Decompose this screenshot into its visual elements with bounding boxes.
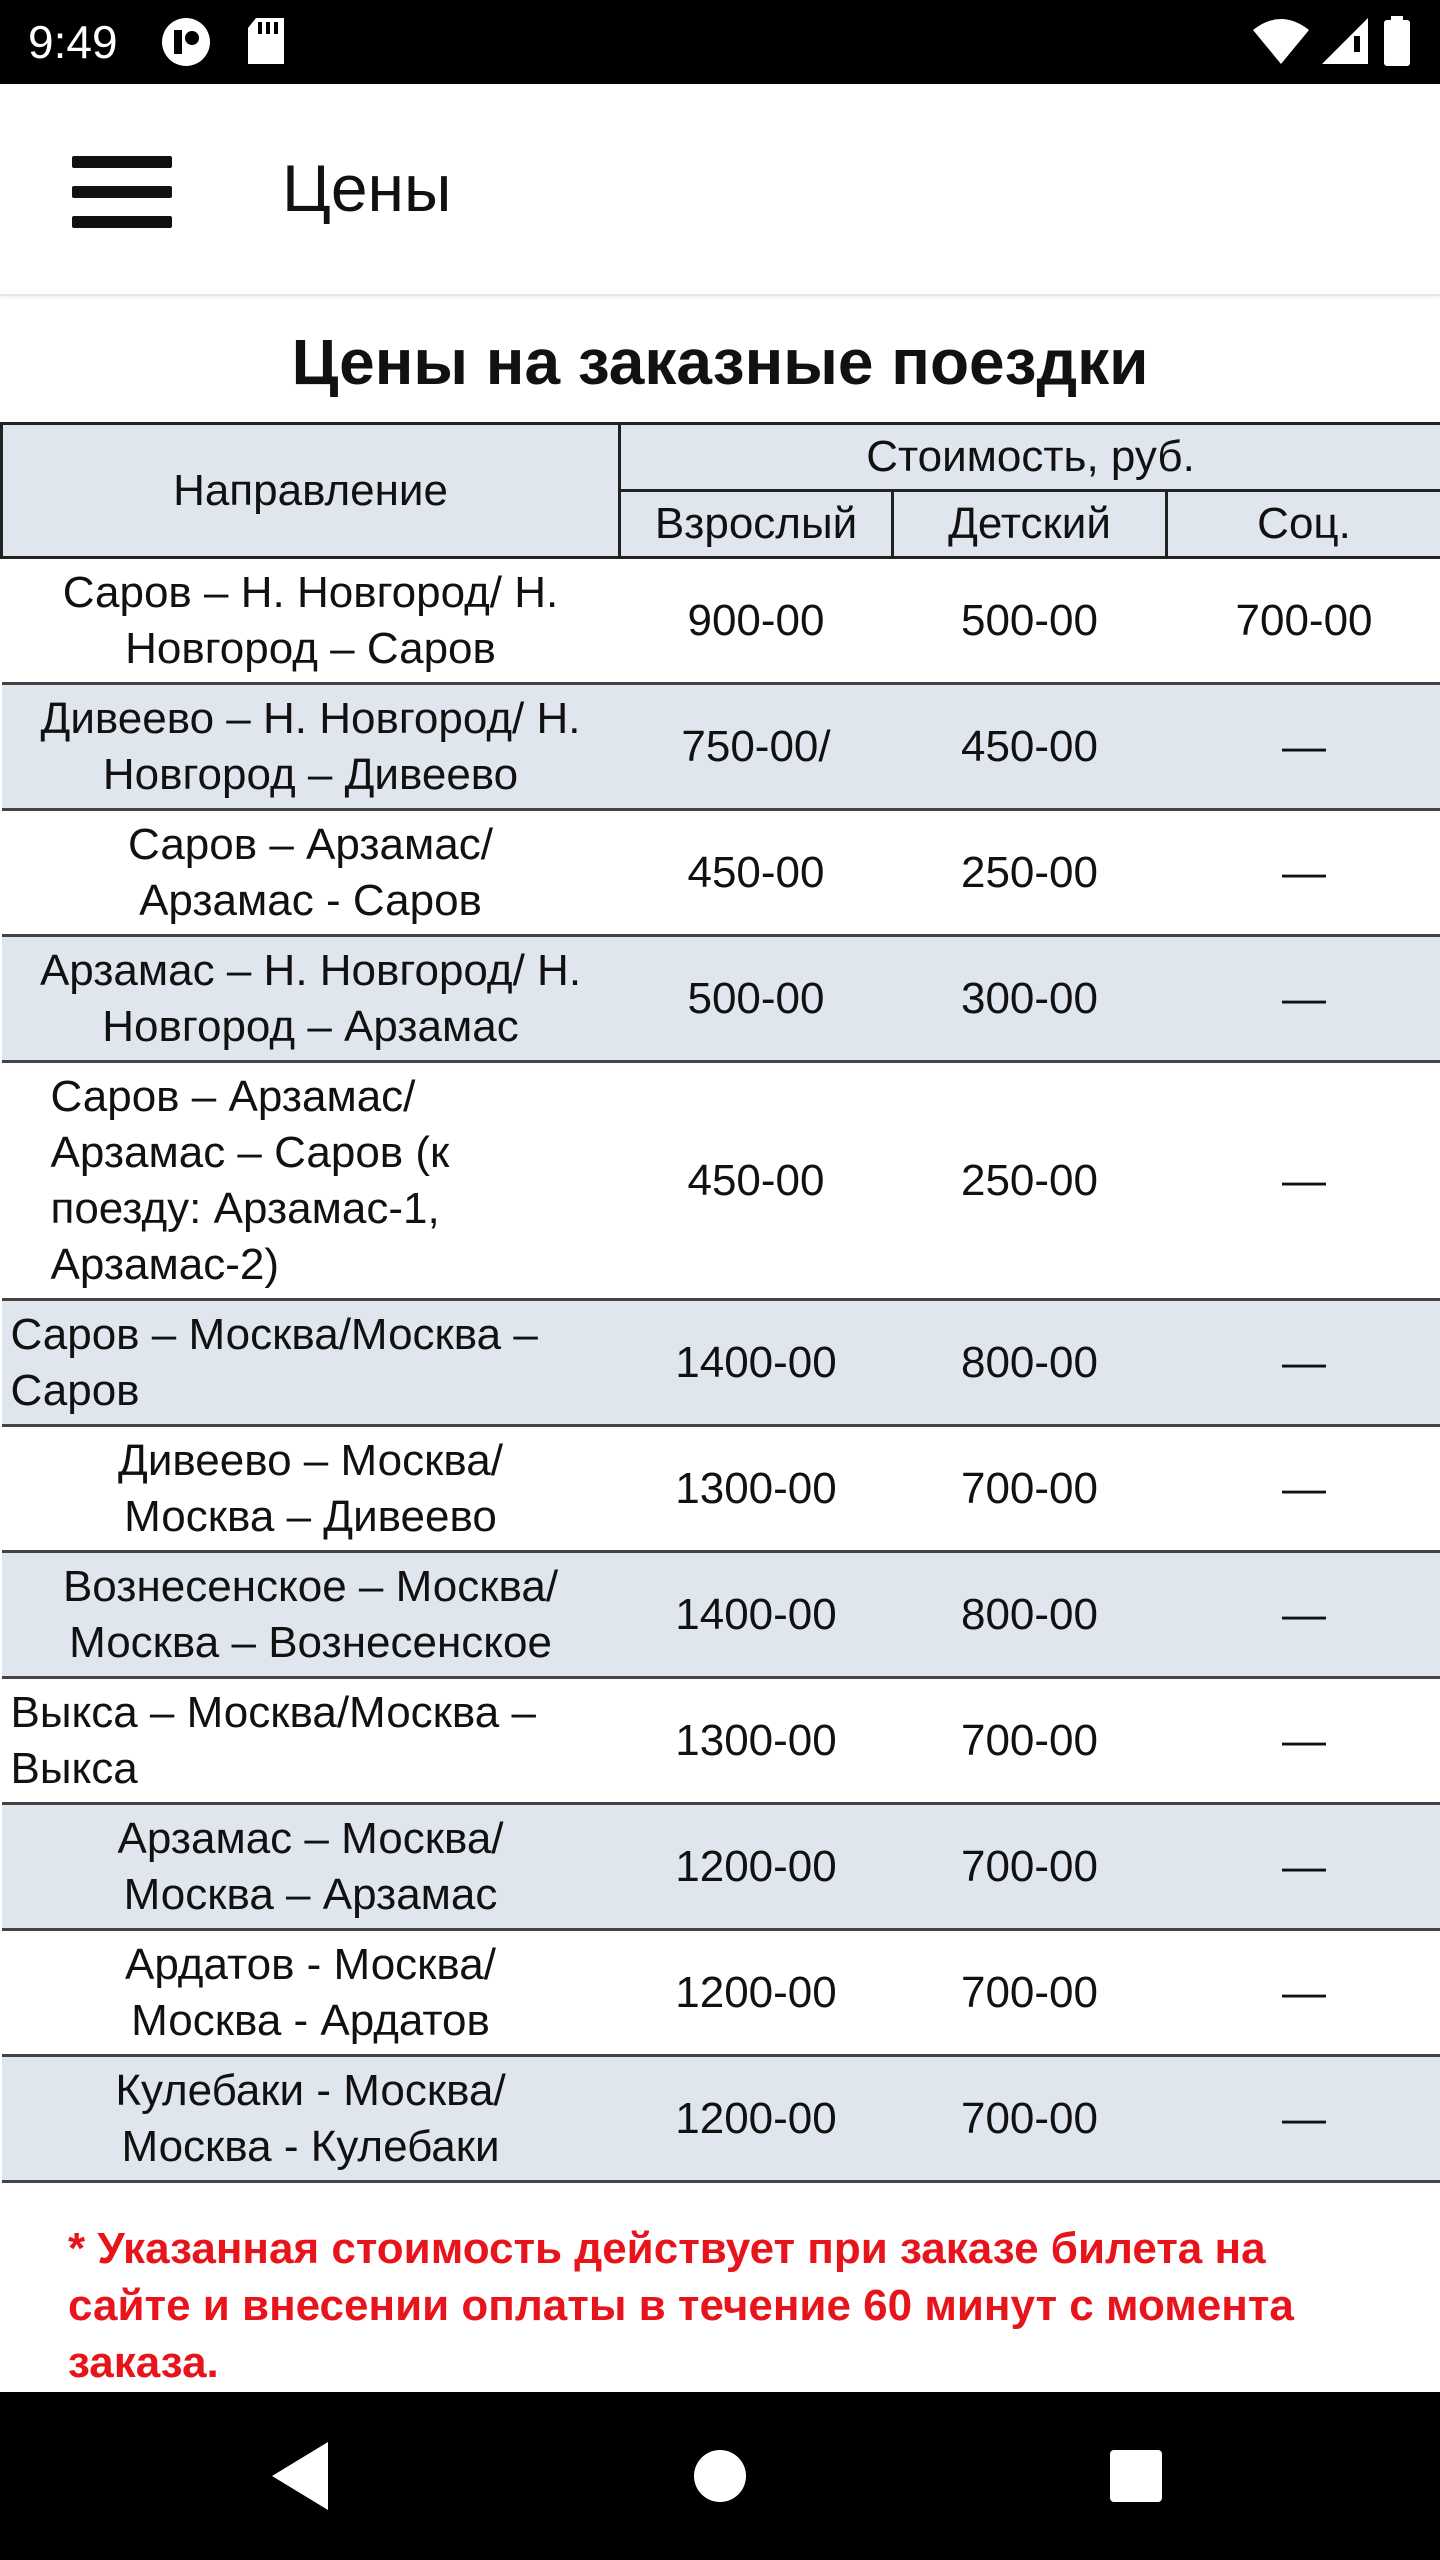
table-row bbox=[2, 1426, 1440, 1552]
direction-text: Арзамас – Н. Новгород/ Н. Новгород – Арзамас bbox=[39, 945, 582, 1051]
table-row bbox=[2, 1062, 1440, 1300]
social-price: 700-00 bbox=[1167, 558, 1440, 684]
header-social: Соц. bbox=[1167, 491, 1440, 558]
direction-cell bbox=[2, 1930, 620, 2056]
wifi-icon bbox=[1252, 16, 1310, 66]
child-price: 250-00 bbox=[893, 810, 1167, 936]
direction-cell bbox=[2, 558, 620, 684]
social-price: — bbox=[1167, 810, 1440, 936]
social-price: — bbox=[1167, 1552, 1440, 1678]
child-price: 700-00 bbox=[893, 2056, 1167, 2182]
adult-price: 1300-00 bbox=[620, 1426, 893, 1552]
signal-icon bbox=[1320, 16, 1370, 66]
social-price: — bbox=[1167, 684, 1440, 810]
child-price: 700-00 bbox=[893, 1804, 1167, 1930]
table-row bbox=[2, 1300, 1440, 1426]
status-bar bbox=[0, 0, 1440, 84]
adult-price: 450-00 bbox=[620, 1062, 893, 1300]
recents-icon[interactable] bbox=[1108, 2436, 1164, 2516]
adult-price: 1400-00 bbox=[620, 1300, 893, 1426]
table-row bbox=[2, 684, 1440, 810]
status-time: 9:49 bbox=[28, 16, 118, 68]
adult-price: 500-00 bbox=[620, 936, 893, 1062]
child-price: 450-00 bbox=[893, 684, 1167, 810]
app-title: Цены bbox=[282, 151, 452, 225]
social-price: — bbox=[1167, 1300, 1440, 1426]
social-price: — bbox=[1167, 936, 1440, 1062]
app-bar bbox=[0, 84, 1440, 296]
social-price: — bbox=[1167, 1426, 1440, 1552]
direction-cell bbox=[2, 684, 620, 810]
direction-cell bbox=[2, 1804, 620, 1930]
back-icon[interactable] bbox=[266, 2436, 336, 2516]
direction-cell bbox=[2, 936, 620, 1062]
adult-price: 1200-00 bbox=[620, 1930, 893, 2056]
page-title: Цены на заказные поездки bbox=[291, 326, 1149, 398]
header-adult: Взрослый bbox=[620, 491, 893, 558]
price-table bbox=[0, 422, 1440, 2183]
header-direction: Направление bbox=[2, 424, 620, 558]
direction-text: Саров – Арзамас/ Арзамас - Саров bbox=[128, 819, 493, 925]
child-price: 800-00 bbox=[893, 1552, 1167, 1678]
direction-cell bbox=[2, 1426, 620, 1552]
direction-cell bbox=[2, 2056, 620, 2182]
social-price: — bbox=[1167, 1804, 1440, 1930]
table-row bbox=[2, 2056, 1440, 2182]
adult-price: 1400-00 bbox=[620, 1552, 893, 1678]
direction-text: Дивеево – Москва/ Москва – Дивеево bbox=[118, 1435, 503, 1541]
child-price: 250-00 bbox=[893, 1062, 1167, 1300]
child-price: 500-00 bbox=[893, 558, 1167, 684]
child-price: 700-00 bbox=[893, 1426, 1167, 1552]
direction-text: Кулебаки - Москва/ Москва - Кулебаки bbox=[115, 2065, 506, 2171]
menu-button[interactable] bbox=[54, 142, 194, 242]
sd-card-icon bbox=[244, 16, 288, 68]
adult-price: 1200-00 bbox=[620, 1804, 893, 1930]
direction-text: Вознесенское – Москва/ Москва – Вознесенское bbox=[62, 1561, 559, 1667]
social-price: — bbox=[1167, 1062, 1440, 1300]
child-price: 800-00 bbox=[893, 1300, 1167, 1426]
direction-text: Саров – Н. Новгород/ Н. Новгород – Саров bbox=[62, 567, 559, 673]
direction-cell bbox=[2, 1678, 620, 1804]
adult-price: 900-00 bbox=[620, 558, 893, 684]
social-price: — bbox=[1167, 1678, 1440, 1804]
price-note: * Указанная стоимость действует при заказе билета на сайте и внесении оплаты в течение 60 минут с момента заказа. bbox=[68, 2224, 1294, 2387]
adult-price: 1300-00 bbox=[620, 1678, 893, 1804]
header-child: Детский bbox=[893, 491, 1167, 558]
direction-cell bbox=[2, 1062, 620, 1300]
adult-price: 750-00/ bbox=[620, 684, 893, 810]
direction-cell bbox=[2, 1300, 620, 1426]
table-row bbox=[2, 1552, 1440, 1678]
header-cost: Стоимость, руб. bbox=[620, 424, 1440, 491]
social-price: — bbox=[1167, 1930, 1440, 2056]
social-price: — bbox=[1167, 2056, 1440, 2182]
battery-icon bbox=[1382, 16, 1412, 68]
direction-text: Саров – Арзамас/ Арзамас – Саров (к поезду: Арзамас-1, Арзамас-2) bbox=[50, 1071, 450, 1289]
adult-price: 1200-00 bbox=[620, 2056, 893, 2182]
child-price: 700-00 bbox=[893, 1678, 1167, 1804]
direction-text: Арзамас – Москва/ Москва – Арзамас bbox=[117, 1813, 504, 1919]
direction-text: Выкса – Москва/Москва – Выкса bbox=[10, 1687, 536, 1793]
table-row bbox=[2, 1678, 1440, 1804]
table-row bbox=[2, 1930, 1440, 2056]
direction-text: Саров – Москва/Москва – Саров bbox=[10, 1309, 538, 1415]
child-price: 300-00 bbox=[893, 936, 1167, 1062]
direction-cell bbox=[2, 1552, 620, 1678]
table-row bbox=[2, 558, 1440, 684]
child-price: 700-00 bbox=[893, 1930, 1167, 2056]
home-icon[interactable] bbox=[692, 2436, 748, 2516]
direction-cell bbox=[2, 810, 620, 936]
table-row bbox=[2, 1804, 1440, 1930]
table-row bbox=[2, 810, 1440, 936]
direction-text: Ардатов - Москва/ Москва - Ардатов bbox=[124, 1939, 497, 2045]
direction-text: Дивеево – Н. Новгород/ Н. Новгород – Дивеево bbox=[40, 693, 581, 799]
notification-app-icon bbox=[160, 16, 216, 68]
table-row bbox=[2, 936, 1440, 1062]
navigation-bar bbox=[0, 2392, 1440, 2560]
adult-price: 450-00 bbox=[620, 810, 893, 936]
